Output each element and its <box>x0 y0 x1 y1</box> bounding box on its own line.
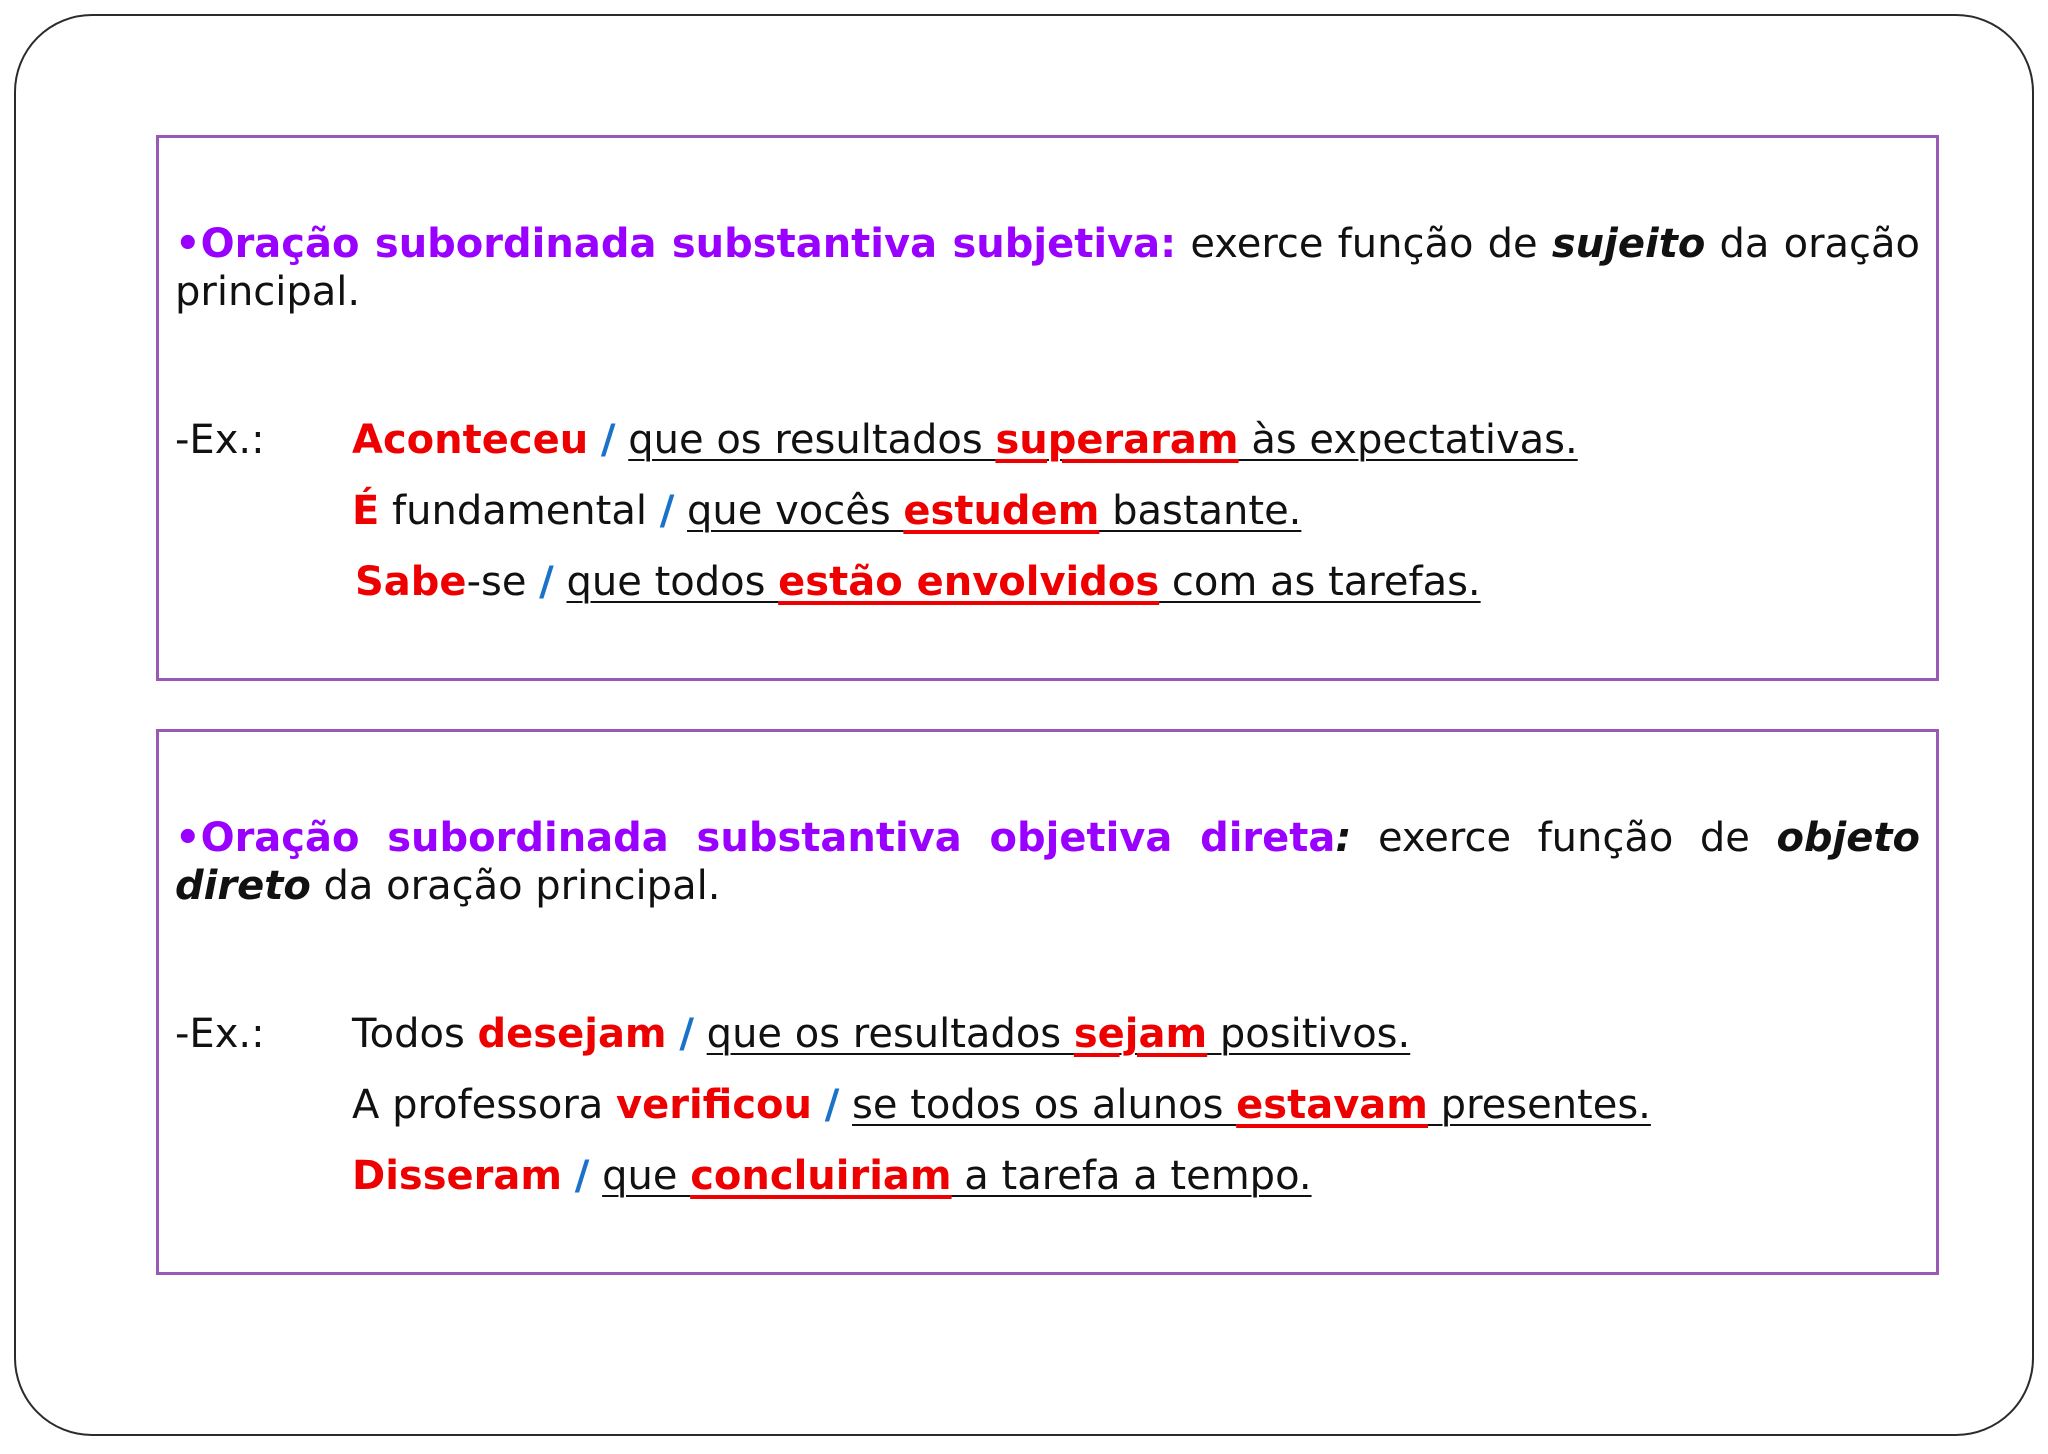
main-text: Todos <box>352 1011 478 1057</box>
clause-verb: estavam <box>1236 1082 1428 1128</box>
example-line <box>352 487 1301 535</box>
clause-verb: superaram <box>995 417 1239 463</box>
clause-divider: / <box>659 488 675 534</box>
main-verb: Sabe <box>355 559 467 605</box>
clause-divider: / <box>539 559 554 605</box>
example-line <box>352 416 1578 464</box>
clause-text: às expectativas. <box>1238 417 1578 463</box>
title-colon: : <box>1335 815 1352 861</box>
main-verb: desejam <box>477 1011 667 1057</box>
clause-verb: estão envolvidos <box>778 559 1160 605</box>
clause-verb: estudem <box>903 488 1100 534</box>
title-colon: : <box>1160 221 1177 267</box>
main-rest: -se <box>466 559 527 605</box>
main-verb: É <box>352 488 380 534</box>
example-label: -Ex.: <box>175 417 265 463</box>
subordinate-clause <box>567 559 1481 605</box>
clause-text: se todos os alunos <box>852 1082 1237 1128</box>
clause-divider: / <box>824 1082 840 1128</box>
main-verb: verificou <box>616 1082 812 1128</box>
definition-keyword: sujeito <box>1551 221 1706 267</box>
subordinate-clause <box>687 488 1301 534</box>
panel-objetiva-direta <box>156 729 1939 1275</box>
clause-text: que os resultados <box>628 417 996 463</box>
main-rest: fundamental <box>379 488 647 534</box>
subordinate-clause <box>852 1082 1651 1128</box>
clause-verb: concluiriam <box>690 1153 952 1199</box>
clause-text: presentes. <box>1427 1082 1651 1128</box>
clause-text: que vocês <box>687 488 904 534</box>
definition-objetiva-direta <box>175 814 1920 910</box>
definition-text: exerce função de <box>1176 221 1552 267</box>
definition-text: exerce função de <box>1351 815 1777 861</box>
example-label: -Ex.: <box>175 1011 265 1057</box>
definition-subjetiva <box>175 220 1920 316</box>
main-text: A professora <box>352 1082 617 1128</box>
clause-text: com as tarefas. <box>1159 559 1481 605</box>
subordinate-clause <box>707 1011 1411 1057</box>
main-verb: Disseram <box>352 1153 563 1199</box>
definition-keyword: objeto direto <box>175 815 1920 909</box>
panel-subjetiva <box>156 135 1939 681</box>
clause-divider: / <box>574 1153 590 1199</box>
definition-text: da oração principal. <box>175 221 1921 315</box>
clause-text: que os resultados <box>706 1011 1074 1057</box>
example-line <box>355 558 1481 606</box>
example-line <box>352 1010 1410 1058</box>
slide-frame <box>14 14 2034 1436</box>
clause-text: que todos <box>566 559 779 605</box>
definition-text: da oração principal. <box>310 863 721 909</box>
clause-text: bastante. <box>1099 488 1302 534</box>
example-line <box>352 1081 1651 1129</box>
main-verb: Aconteceu <box>352 417 589 463</box>
clause-verb: sejam <box>1073 1011 1208 1057</box>
subordinate-clause <box>602 1153 1311 1199</box>
example-line <box>352 1152 1312 1200</box>
clause-divider: / <box>679 1011 694 1057</box>
clause-text: positivos. <box>1207 1011 1411 1057</box>
section-title: •Oração subordinada substantiva objetiva direta <box>175 815 1336 861</box>
clause-divider: / <box>600 417 616 463</box>
section-title: •Oração subordinada substantiva subjetiva <box>175 221 1161 267</box>
subordinate-clause <box>628 417 1577 463</box>
clause-text: que <box>602 1153 691 1199</box>
clause-text: a tarefa a tempo. <box>951 1153 1312 1199</box>
